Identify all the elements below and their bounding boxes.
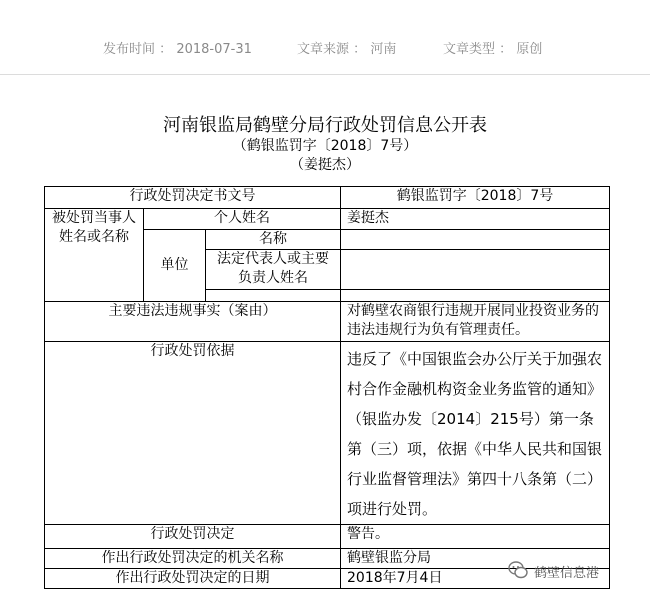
wechat-icon — [508, 560, 528, 580]
document-person: （姜挺杰） — [290, 157, 360, 173]
date-value: 2018年7月4日 — [341, 569, 610, 589]
document-number: （鹤银监罚字〔2018〕7号） — [232, 138, 418, 154]
divider — [0, 74, 650, 75]
legal-rep-value — [341, 250, 610, 290]
facts-value: 对鹤壁农商银行违规开展同业投资业务的违法违规行为负有管理责任。 — [341, 302, 610, 342]
org-label: 作出行政处罚决定的机关名称 — [45, 549, 341, 569]
basis-label: 行政处罚依据 — [45, 342, 341, 525]
doc-number-label: 行政处罚决定书文号 — [45, 187, 341, 209]
basis-value: 违反了《中国银监会办公厅关于加强农村合作金融机构资金业务监管的通知》（银监办发〔2014〕215号）第一条第（三）项，依据《中华人民共和国银行业监督管理法》第四十八条第（二）项进行处罚。 — [341, 342, 610, 525]
table-row — [45, 525, 610, 549]
facts-label: 主要违法违规事实（案由） — [45, 302, 341, 342]
empty-cell — [341, 290, 610, 302]
article-type: 文章类型 ： 原创 — [443, 42, 543, 57]
table-row — [45, 187, 610, 209]
table-row — [45, 342, 610, 525]
publish-time: 发布时间 ： 2018-07-31 — [103, 42, 252, 57]
wechat-watermark — [508, 560, 646, 582]
doc-number-value: 鹤银监罚字〔2018〕7号 — [341, 187, 610, 209]
date-label: 作出行政处罚决定的日期 — [45, 569, 341, 589]
org-value: 鹤壁银监分局 — [341, 549, 610, 569]
party-label: 被处罚当事人姓名或名称 — [45, 209, 144, 302]
unit-name-value — [341, 230, 610, 250]
empty-cell — [206, 290, 341, 302]
penalty-table — [44, 186, 610, 589]
individual-name-value: 姜挺杰 — [341, 209, 610, 230]
unit-label: 单位 — [144, 230, 206, 302]
decision-value: 警告。 — [341, 525, 610, 549]
individual-name-label: 个人姓名 — [144, 209, 341, 230]
article-source: 文章来源 ： 河南 — [297, 42, 397, 57]
watermark-text: 鹤壁信息港 — [534, 566, 600, 581]
legal-rep-label: 法定代表人或主要负责人姓名 — [206, 250, 341, 290]
table-row — [45, 209, 610, 230]
table-row — [45, 302, 610, 342]
decision-label: 行政处罚决定 — [45, 525, 341, 549]
document-title: 河南银监局鹤壁分局行政处罚信息公开表 — [163, 115, 487, 136]
article-meta-bar — [0, 34, 650, 60]
unit-name-label: 名称 — [206, 230, 341, 250]
